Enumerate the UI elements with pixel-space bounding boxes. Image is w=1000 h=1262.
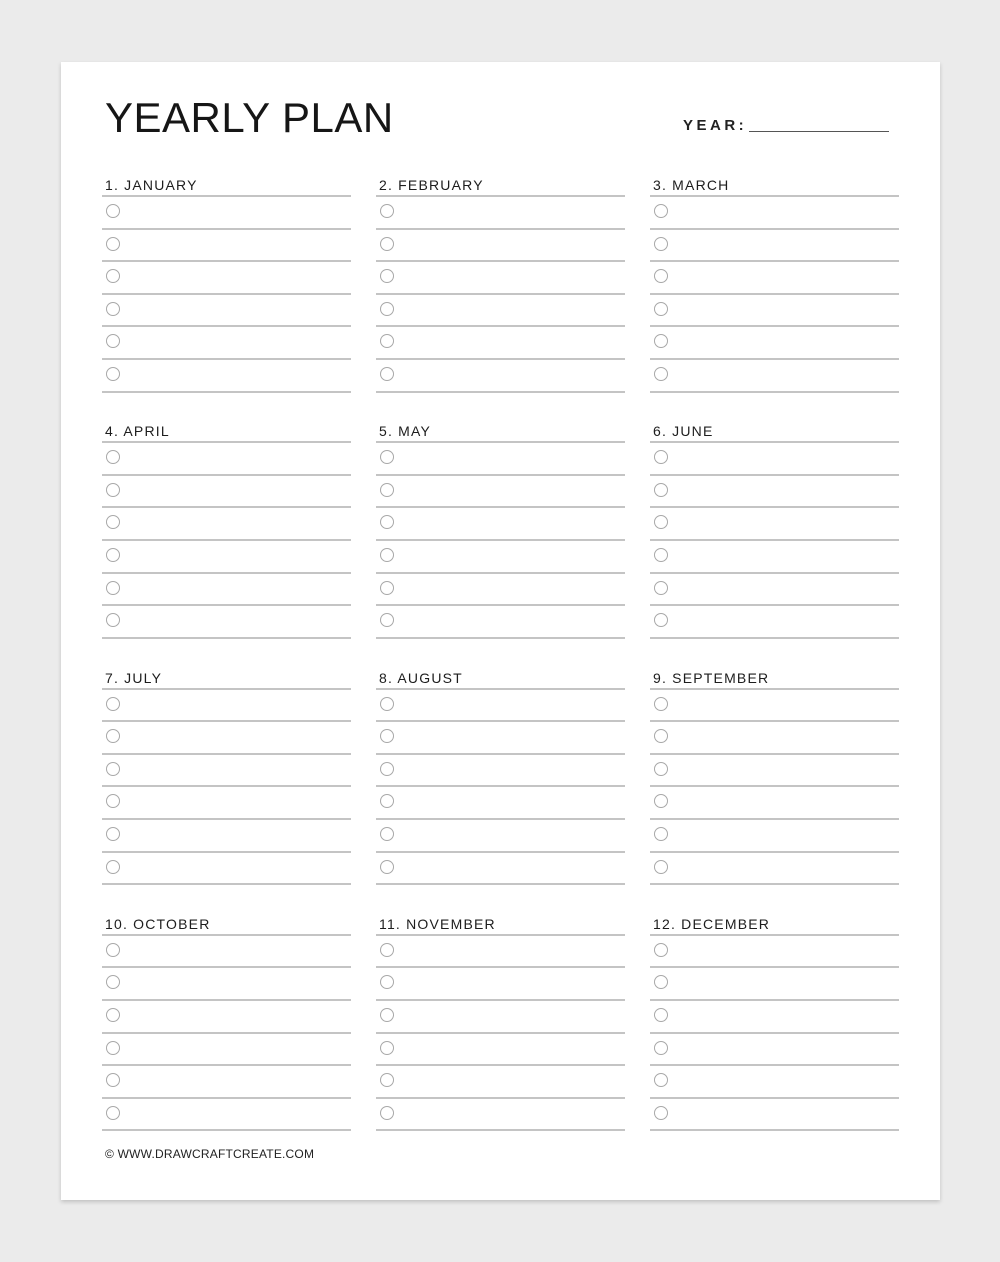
checkbox-circle-icon[interactable] <box>380 975 394 989</box>
month-label: 6. JUNE <box>650 417 899 443</box>
task-row[interactable] <box>650 755 899 788</box>
copyright-footer: © WWW.DRAWCRAFTCREATE.COM <box>105 1147 315 1161</box>
month-label: 8. AUGUST <box>376 664 625 690</box>
checkbox-circle-icon[interactable] <box>380 1106 394 1120</box>
task-row[interactable] <box>650 968 899 1001</box>
checkbox-circle-icon[interactable] <box>380 269 394 283</box>
task-row[interactable] <box>376 508 625 541</box>
year-input-line[interactable] <box>749 131 889 132</box>
task-row[interactable] <box>376 541 625 574</box>
task-row[interactable] <box>376 443 625 476</box>
task-row[interactable] <box>102 1001 351 1034</box>
month-block <box>102 417 351 639</box>
checkbox-circle-icon[interactable] <box>654 827 668 841</box>
checkbox-circle-icon[interactable] <box>654 697 668 711</box>
task-row[interactable] <box>376 606 625 639</box>
task-row[interactable] <box>650 508 899 541</box>
task-row[interactable] <box>376 968 625 1001</box>
task-row[interactable] <box>650 230 899 263</box>
task-row[interactable] <box>650 327 899 360</box>
task-row[interactable] <box>650 1034 899 1067</box>
task-row[interactable] <box>650 722 899 755</box>
planner-page <box>61 62 940 1200</box>
year-label: YEAR: <box>683 117 748 134</box>
checkbox-circle-icon[interactable] <box>106 613 120 627</box>
checkbox-circle-icon[interactable] <box>654 483 668 497</box>
task-row[interactable] <box>650 360 899 393</box>
checkbox-circle-icon[interactable] <box>654 762 668 776</box>
checkbox-circle-icon[interactable] <box>654 943 668 957</box>
task-row[interactable] <box>102 360 351 393</box>
month-block <box>376 417 625 639</box>
month-label: 9. SEPTEMBER <box>650 664 899 690</box>
task-row[interactable] <box>376 853 625 886</box>
month-block <box>650 171 899 393</box>
task-row[interactable] <box>102 574 351 607</box>
checkbox-circle-icon[interactable] <box>654 302 668 316</box>
task-row[interactable] <box>102 295 351 328</box>
task-row[interactable] <box>376 1034 625 1067</box>
task-row[interactable] <box>102 690 351 723</box>
task-row[interactable] <box>376 360 625 393</box>
checkbox-circle-icon[interactable] <box>106 515 120 529</box>
month-block <box>376 171 625 393</box>
checkbox-circle-icon[interactable] <box>106 302 120 316</box>
checkbox-circle-icon[interactable] <box>380 204 394 218</box>
month-block <box>650 910 899 1132</box>
checkbox-circle-icon[interactable] <box>106 1106 120 1120</box>
month-label: 10. OCTOBER <box>102 910 351 936</box>
checkbox-circle-icon[interactable] <box>380 367 394 381</box>
task-row[interactable] <box>102 197 351 230</box>
task-row[interactable] <box>102 722 351 755</box>
task-row[interactable] <box>650 476 899 509</box>
checkbox-circle-icon[interactable] <box>380 697 394 711</box>
checkbox-circle-icon[interactable] <box>654 367 668 381</box>
task-row[interactable] <box>376 936 625 969</box>
task-row[interactable] <box>376 1001 625 1034</box>
checkbox-circle-icon[interactable] <box>654 1106 668 1120</box>
checkbox-circle-icon[interactable] <box>654 1008 668 1022</box>
task-row[interactable] <box>376 262 625 295</box>
task-row[interactable] <box>376 197 625 230</box>
task-row[interactable] <box>376 755 625 788</box>
checkbox-circle-icon[interactable] <box>380 515 394 529</box>
task-row[interactable] <box>376 820 625 853</box>
month-block <box>376 910 625 1132</box>
task-row[interactable] <box>102 541 351 574</box>
task-row[interactable] <box>650 443 899 476</box>
month-block <box>102 664 351 886</box>
task-row[interactable] <box>102 820 351 853</box>
checkbox-circle-icon[interactable] <box>380 729 394 743</box>
checkbox-circle-icon[interactable] <box>106 1008 120 1022</box>
task-row[interactable] <box>650 787 899 820</box>
checkbox-circle-icon[interactable] <box>380 943 394 957</box>
checkbox-circle-icon[interactable] <box>106 729 120 743</box>
task-row[interactable] <box>102 787 351 820</box>
checkbox-circle-icon[interactable] <box>106 334 120 348</box>
checkbox-circle-icon[interactable] <box>380 1041 394 1055</box>
checkbox-circle-icon[interactable] <box>654 613 668 627</box>
checkbox-circle-icon[interactable] <box>380 1073 394 1087</box>
checkbox-circle-icon[interactable] <box>106 943 120 957</box>
checkbox-circle-icon[interactable] <box>106 483 120 497</box>
task-row[interactable] <box>102 508 351 541</box>
checkbox-circle-icon[interactable] <box>106 762 120 776</box>
checkbox-circle-icon[interactable] <box>654 1041 668 1055</box>
checkbox-circle-icon[interactable] <box>654 237 668 251</box>
task-row[interactable] <box>376 574 625 607</box>
task-row[interactable] <box>376 690 625 723</box>
month-label: 1. JANUARY <box>102 171 351 197</box>
month-block <box>102 910 351 1132</box>
checkbox-circle-icon[interactable] <box>106 794 120 808</box>
checkbox-circle-icon[interactable] <box>106 1041 120 1055</box>
checkbox-circle-icon[interactable] <box>380 450 394 464</box>
task-row[interactable] <box>102 968 351 1001</box>
checkbox-circle-icon[interactable] <box>654 1073 668 1087</box>
checkbox-circle-icon[interactable] <box>106 975 120 989</box>
task-row[interactable] <box>650 1099 899 1132</box>
checkbox-circle-icon[interactable] <box>106 1073 120 1087</box>
task-row[interactable] <box>650 295 899 328</box>
task-row[interactable] <box>102 936 351 969</box>
month-label: 11. NOVEMBER <box>376 910 625 936</box>
checkbox-circle-icon[interactable] <box>654 334 668 348</box>
task-row[interactable] <box>650 1066 899 1099</box>
checkbox-circle-icon[interactable] <box>380 302 394 316</box>
checkbox-circle-icon[interactable] <box>106 237 120 251</box>
month-block <box>650 664 899 886</box>
checkbox-circle-icon[interactable] <box>380 762 394 776</box>
checkbox-circle-icon[interactable] <box>106 860 120 874</box>
checkbox-circle-icon[interactable] <box>106 204 120 218</box>
task-row[interactable] <box>102 230 351 263</box>
task-row[interactable] <box>376 230 625 263</box>
checkbox-circle-icon[interactable] <box>380 794 394 808</box>
month-block <box>102 171 351 393</box>
task-row[interactable] <box>102 1066 351 1099</box>
checkbox-circle-icon[interactable] <box>106 269 120 283</box>
checkbox-circle-icon[interactable] <box>106 827 120 841</box>
task-row[interactable] <box>102 1099 351 1132</box>
task-row[interactable] <box>376 327 625 360</box>
task-row[interactable] <box>102 443 351 476</box>
checkbox-circle-icon[interactable] <box>106 367 120 381</box>
checkbox-circle-icon[interactable] <box>380 860 394 874</box>
month-block <box>650 417 899 639</box>
task-row[interactable] <box>650 820 899 853</box>
checkbox-circle-icon[interactable] <box>380 548 394 562</box>
checkbox-circle-icon[interactable] <box>380 1008 394 1022</box>
checkbox-circle-icon[interactable] <box>654 204 668 218</box>
checkbox-circle-icon[interactable] <box>654 729 668 743</box>
task-row[interactable] <box>102 755 351 788</box>
checkbox-circle-icon[interactable] <box>380 581 394 595</box>
checkbox-circle-icon[interactable] <box>654 794 668 808</box>
checkbox-circle-icon[interactable] <box>654 269 668 283</box>
task-row[interactable] <box>376 1099 625 1132</box>
month-label: 12. DECEMBER <box>650 910 899 936</box>
checkbox-circle-icon[interactable] <box>380 237 394 251</box>
checkbox-circle-icon[interactable] <box>106 450 120 464</box>
checkbox-circle-icon[interactable] <box>380 483 394 497</box>
task-row[interactable] <box>650 1001 899 1034</box>
checkbox-circle-icon[interactable] <box>380 334 394 348</box>
task-row[interactable] <box>650 690 899 723</box>
checkbox-circle-icon[interactable] <box>380 827 394 841</box>
checkbox-circle-icon[interactable] <box>654 975 668 989</box>
task-row[interactable] <box>650 197 899 230</box>
checkbox-circle-icon[interactable] <box>654 548 668 562</box>
task-row[interactable] <box>376 1066 625 1099</box>
task-row[interactable] <box>650 541 899 574</box>
page-title: YEARLY PLAN <box>105 94 394 141</box>
checkbox-circle-icon[interactable] <box>106 697 120 711</box>
task-row[interactable] <box>650 853 899 886</box>
checkbox-circle-icon[interactable] <box>654 450 668 464</box>
checkbox-circle-icon[interactable] <box>654 515 668 529</box>
task-row[interactable] <box>650 262 899 295</box>
task-row[interactable] <box>376 476 625 509</box>
month-block <box>376 664 625 886</box>
task-row[interactable] <box>376 295 625 328</box>
checkbox-circle-icon[interactable] <box>654 581 668 595</box>
task-row[interactable] <box>102 853 351 886</box>
task-row[interactable] <box>102 327 351 360</box>
task-row[interactable] <box>376 787 625 820</box>
month-label: 5. MAY <box>376 417 625 443</box>
checkbox-circle-icon[interactable] <box>654 860 668 874</box>
task-row[interactable] <box>102 1034 351 1067</box>
task-row[interactable] <box>376 722 625 755</box>
month-label: 2. FEBRUARY <box>376 171 625 197</box>
month-label: 4. APRIL <box>102 417 351 443</box>
task-row[interactable] <box>650 936 899 969</box>
task-row[interactable] <box>650 606 899 639</box>
month-label: 3. MARCH <box>650 171 899 197</box>
task-row[interactable] <box>650 574 899 607</box>
task-row[interactable] <box>102 606 351 639</box>
month-label: 7. JULY <box>102 664 351 690</box>
checkbox-circle-icon[interactable] <box>106 548 120 562</box>
checkbox-circle-icon[interactable] <box>380 613 394 627</box>
checkbox-circle-icon[interactable] <box>106 581 120 595</box>
task-row[interactable] <box>102 476 351 509</box>
task-row[interactable] <box>102 262 351 295</box>
